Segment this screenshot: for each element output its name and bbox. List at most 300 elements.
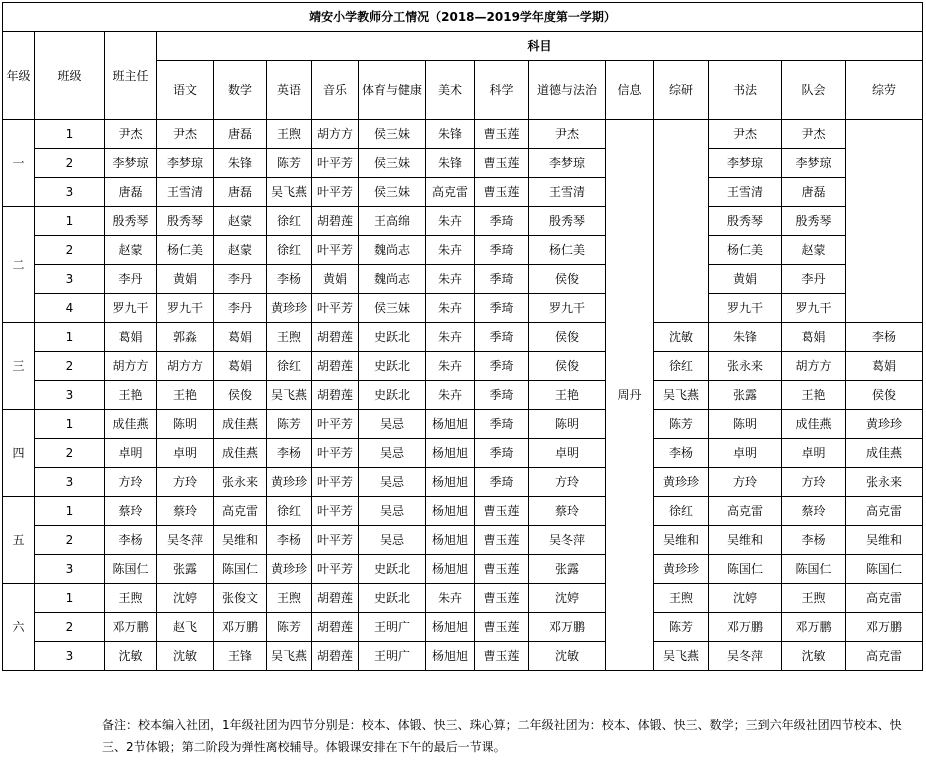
cell-eng: 王煦 xyxy=(267,323,312,352)
cell-moral: 杨仁美 xyxy=(529,236,606,265)
cell-head: 李杨 xyxy=(105,526,157,555)
cell-cn: 沈婷 xyxy=(157,584,214,613)
cell-pe: 吴忌 xyxy=(359,410,426,439)
cell-math: 吴维和 xyxy=(214,526,267,555)
header-subject: 语文 xyxy=(157,61,214,120)
table-row xyxy=(3,584,923,613)
cell-sci: 季琦 xyxy=(475,265,529,294)
cell-music: 叶平芳 xyxy=(312,497,359,526)
cell-head: 葛娟 xyxy=(105,323,157,352)
header-subjects: 科目 xyxy=(157,32,923,61)
cell-music: 叶平芳 xyxy=(312,236,359,265)
cell-dh: 胡方方 xyxy=(782,352,846,381)
cell-sf: 张露 xyxy=(709,381,782,410)
cell-zl: 高克雷 xyxy=(846,497,923,526)
class-number: 3 xyxy=(35,178,105,207)
cell-sci: 曹玉莲 xyxy=(475,120,529,149)
cell-cn: 赵飞 xyxy=(157,613,214,642)
cell-math: 葛娟 xyxy=(214,323,267,352)
header-subject: 美术 xyxy=(426,61,475,120)
class-number: 1 xyxy=(35,323,105,352)
cell-sci: 曹玉莲 xyxy=(475,526,529,555)
cell-math: 赵蒙 xyxy=(214,236,267,265)
cell-pe: 魏尚志 xyxy=(359,236,426,265)
class-number: 1 xyxy=(35,207,105,236)
cell-sf: 陈明 xyxy=(709,410,782,439)
cell-eng: 黄珍珍 xyxy=(267,468,312,497)
header-class: 班级 xyxy=(35,32,105,120)
cell-cn: 吴冬萍 xyxy=(157,526,214,555)
cell-zl: 李杨 xyxy=(846,323,923,352)
cell-eng: 陈芳 xyxy=(267,149,312,178)
cell-dh: 邓万鹏 xyxy=(782,613,846,642)
cell-pe: 吴忌 xyxy=(359,526,426,555)
cell-music: 叶平芳 xyxy=(312,439,359,468)
cell-sci: 曹玉莲 xyxy=(475,642,529,671)
cell-dh: 卓明 xyxy=(782,439,846,468)
footnote: 备注：校本编入社团，1年级社团为四节分别是：校本、体锻、快三、珠心算；二年级社团为：校本、体锻、快三、数学；三到六年级社团四节校本、快三、2节体锻；第二阶段为弹性离校辅导。体锻课安排在下午的最后一节课。 xyxy=(102,718,902,754)
cell-sf: 陈国仁 xyxy=(709,555,782,584)
cell-art: 朱卉 xyxy=(426,207,475,236)
header-subject: 英语 xyxy=(267,61,312,120)
cell-zy: 陈芳 xyxy=(654,410,709,439)
header-subject: 道德与法治 xyxy=(529,61,606,120)
table-row xyxy=(3,120,923,149)
class-number: 1 xyxy=(35,497,105,526)
cell-zl: 张永来 xyxy=(846,468,923,497)
cell-art: 朱卉 xyxy=(426,381,475,410)
cell-sci: 曹玉莲 xyxy=(475,613,529,642)
teacher-assignment-sheet xyxy=(2,2,923,754)
cell-cn: 王艳 xyxy=(157,381,214,410)
cell-moral: 陈明 xyxy=(529,410,606,439)
cell-moral: 吴冬萍 xyxy=(529,526,606,555)
cell-cn: 方玲 xyxy=(157,468,214,497)
header-subject: 体育与健康 xyxy=(359,61,426,120)
cell-moral: 李梦琼 xyxy=(529,149,606,178)
cell-zy: 王煦 xyxy=(654,584,709,613)
cell-math: 成佳燕 xyxy=(214,410,267,439)
cell-math: 朱锋 xyxy=(214,149,267,178)
cell-music: 胡碧莲 xyxy=(312,642,359,671)
cell-art: 朱锋 xyxy=(426,120,475,149)
cell-sci: 曹玉莲 xyxy=(475,497,529,526)
class-number: 3 xyxy=(35,642,105,671)
cell-pe: 吴忌 xyxy=(359,497,426,526)
table-title: 靖安小学教师分工情况（2018—2019学年度第一学期） xyxy=(3,3,923,32)
cell-art: 杨旭旭 xyxy=(426,497,475,526)
cell-zy-empty xyxy=(654,120,709,323)
cell-eng: 陈芳 xyxy=(267,613,312,642)
header-subject: 科学 xyxy=(475,61,529,120)
cell-music: 胡碧莲 xyxy=(312,613,359,642)
table-row xyxy=(3,294,923,323)
class-number: 1 xyxy=(35,120,105,149)
cell-zl-empty xyxy=(846,120,923,323)
cell-moral: 尹杰 xyxy=(529,120,606,149)
cell-math: 侯俊 xyxy=(214,381,267,410)
table-row xyxy=(3,439,923,468)
table-row xyxy=(3,526,923,555)
cell-eng: 李杨 xyxy=(267,265,312,294)
cell-dh: 殷秀琴 xyxy=(782,207,846,236)
cell-eng: 徐红 xyxy=(267,207,312,236)
cell-eng: 徐红 xyxy=(267,497,312,526)
cell-cn: 殷秀琴 xyxy=(157,207,214,236)
cell-zl: 高克雷 xyxy=(846,642,923,671)
cell-head: 邓万鹏 xyxy=(105,613,157,642)
table-row xyxy=(3,468,923,497)
cell-zy: 黄珍珍 xyxy=(654,555,709,584)
cell-sf: 卓明 xyxy=(709,439,782,468)
cell-head: 李丹 xyxy=(105,265,157,294)
cell-cn: 王雪清 xyxy=(157,178,214,207)
class-number: 4 xyxy=(35,294,105,323)
cell-sf: 吴冬萍 xyxy=(709,642,782,671)
cell-moral: 殷秀琴 xyxy=(529,207,606,236)
cell-eng: 王煦 xyxy=(267,584,312,613)
cell-dh: 沈敏 xyxy=(782,642,846,671)
cell-sf: 罗九干 xyxy=(709,294,782,323)
cell-moral: 王艳 xyxy=(529,381,606,410)
cell-math: 唐磊 xyxy=(214,120,267,149)
cell-sf: 张永来 xyxy=(709,352,782,381)
cell-math: 邓万鹏 xyxy=(214,613,267,642)
cell-sci: 曹玉莲 xyxy=(475,555,529,584)
table-row xyxy=(3,642,923,671)
header-subject: 音乐 xyxy=(312,61,359,120)
table-row xyxy=(3,555,923,584)
cell-head: 王艳 xyxy=(105,381,157,410)
cell-sci: 曹玉莲 xyxy=(475,584,529,613)
cell-moral: 沈婷 xyxy=(529,584,606,613)
header-subject: 书法 xyxy=(709,61,782,120)
cell-zl: 黄珍珍 xyxy=(846,410,923,439)
cell-math: 赵蒙 xyxy=(214,207,267,236)
cell-art: 杨旭旭 xyxy=(426,613,475,642)
cell-head: 赵蒙 xyxy=(105,236,157,265)
cell-dh: 罗九干 xyxy=(782,294,846,323)
table-row xyxy=(3,352,923,381)
cell-art: 高克雷 xyxy=(426,178,475,207)
cell-music: 胡方方 xyxy=(312,120,359,149)
cell-math: 高克雷 xyxy=(214,497,267,526)
cell-zl: 高克雷 xyxy=(846,584,923,613)
grade-label: 六 xyxy=(3,584,35,671)
cell-eng: 吴飞燕 xyxy=(267,642,312,671)
cell-cn: 卓明 xyxy=(157,439,214,468)
cell-math: 陈国仁 xyxy=(214,555,267,584)
cell-music: 胡碧莲 xyxy=(312,207,359,236)
cell-head: 蔡玲 xyxy=(105,497,157,526)
cell-art: 杨旭旭 xyxy=(426,526,475,555)
cell-dh: 陈国仁 xyxy=(782,555,846,584)
cell-dh: 李杨 xyxy=(782,526,846,555)
cell-pe: 史跃北 xyxy=(359,352,426,381)
header-subject: 信息 xyxy=(606,61,654,120)
cell-math: 李丹 xyxy=(214,294,267,323)
cell-sf: 方玲 xyxy=(709,468,782,497)
cell-math: 王锋 xyxy=(214,642,267,671)
cell-dh: 葛娟 xyxy=(782,323,846,352)
table-row xyxy=(3,323,923,352)
cell-music: 叶平芳 xyxy=(312,555,359,584)
cell-art: 朱卉 xyxy=(426,323,475,352)
grade-label: 三 xyxy=(3,323,35,410)
cell-sf: 朱锋 xyxy=(709,323,782,352)
cell-sf: 殷秀琴 xyxy=(709,207,782,236)
cell-dh: 王艳 xyxy=(782,381,846,410)
grade-label: 五 xyxy=(3,497,35,584)
class-number: 1 xyxy=(35,410,105,439)
class-number: 3 xyxy=(35,468,105,497)
cell-cn: 沈敏 xyxy=(157,642,214,671)
cell-eng: 李杨 xyxy=(267,439,312,468)
cell-cn: 黄娟 xyxy=(157,265,214,294)
cell-pe: 王明广 xyxy=(359,642,426,671)
cell-pe: 王高绵 xyxy=(359,207,426,236)
cell-pe: 王明广 xyxy=(359,613,426,642)
cell-eng: 李杨 xyxy=(267,526,312,555)
header-subject: 综研 xyxy=(654,61,709,120)
cell-music: 胡碧莲 xyxy=(312,323,359,352)
cell-pe: 吴忌 xyxy=(359,468,426,497)
cell-art: 杨旭旭 xyxy=(426,410,475,439)
class-number: 3 xyxy=(35,555,105,584)
cell-cn: 罗九干 xyxy=(157,294,214,323)
cell-pe: 史跃北 xyxy=(359,555,426,584)
cell-dh: 赵蒙 xyxy=(782,236,846,265)
cell-eng: 王煦 xyxy=(267,120,312,149)
cell-pe: 侯三妹 xyxy=(359,120,426,149)
cell-sci: 季琦 xyxy=(475,439,529,468)
cell-sf: 李梦琼 xyxy=(709,149,782,178)
class-number: 3 xyxy=(35,265,105,294)
cell-music: 叶平芳 xyxy=(312,178,359,207)
cell-zl: 侯俊 xyxy=(846,381,923,410)
cell-moral: 罗九干 xyxy=(529,294,606,323)
class-number: 2 xyxy=(35,439,105,468)
cell-art: 朱锋 xyxy=(426,149,475,178)
cell-art: 朱卉 xyxy=(426,584,475,613)
cell-art: 朱卉 xyxy=(426,236,475,265)
grade-label: 四 xyxy=(3,410,35,497)
cell-sf: 吴维和 xyxy=(709,526,782,555)
cell-zy: 徐红 xyxy=(654,497,709,526)
cell-eng: 徐红 xyxy=(267,236,312,265)
cell-art: 杨旭旭 xyxy=(426,468,475,497)
cell-pe: 魏尚志 xyxy=(359,265,426,294)
table-row xyxy=(3,178,923,207)
cell-dh: 唐磊 xyxy=(782,178,846,207)
cell-sf: 邓万鹏 xyxy=(709,613,782,642)
cell-art: 杨旭旭 xyxy=(426,439,475,468)
cell-eng: 黄珍珍 xyxy=(267,555,312,584)
cell-zy: 吴飞燕 xyxy=(654,381,709,410)
cell-sf: 尹杰 xyxy=(709,120,782,149)
cell-cn: 陈明 xyxy=(157,410,214,439)
cell-pe: 史跃北 xyxy=(359,323,426,352)
cell-music: 黄娟 xyxy=(312,265,359,294)
cell-cn: 杨仁美 xyxy=(157,236,214,265)
cell-head: 唐磊 xyxy=(105,178,157,207)
cell-sci: 季琦 xyxy=(475,381,529,410)
header-subject: 综劳 xyxy=(846,61,923,120)
cell-moral: 方玲 xyxy=(529,468,606,497)
cell-moral: 侯俊 xyxy=(529,265,606,294)
cell-pe: 史跃北 xyxy=(359,381,426,410)
cell-head: 殷秀琴 xyxy=(105,207,157,236)
cell-head: 罗九干 xyxy=(105,294,157,323)
cell-sf: 王雪清 xyxy=(709,178,782,207)
grade-label: 一 xyxy=(3,120,35,207)
cell-art: 杨旭旭 xyxy=(426,642,475,671)
cell-dh: 李丹 xyxy=(782,265,846,294)
cell-cn: 胡方方 xyxy=(157,352,214,381)
cell-sci: 季琦 xyxy=(475,236,529,265)
cell-music: 胡碧莲 xyxy=(312,584,359,613)
cell-math: 唐磊 xyxy=(214,178,267,207)
cell-dh: 李梦琼 xyxy=(782,149,846,178)
cell-math: 李丹 xyxy=(214,265,267,294)
cell-sf: 高克雷 xyxy=(709,497,782,526)
cell-zy: 沈敏 xyxy=(654,323,709,352)
cell-head: 卓明 xyxy=(105,439,157,468)
class-number: 2 xyxy=(35,613,105,642)
cell-head: 陈国仁 xyxy=(105,555,157,584)
header-subject: 队会 xyxy=(782,61,846,120)
header-teacher: 班主任 xyxy=(105,32,157,120)
cell-dh: 尹杰 xyxy=(782,120,846,149)
cell-moral: 王雪清 xyxy=(529,178,606,207)
table-row xyxy=(3,613,923,642)
cell-zl: 陈国仁 xyxy=(846,555,923,584)
cell-art: 朱卉 xyxy=(426,352,475,381)
cell-zy: 陈芳 xyxy=(654,613,709,642)
grade-label: 二 xyxy=(3,207,35,323)
cell-zl: 邓万鹏 xyxy=(846,613,923,642)
header-grade: 年级 xyxy=(3,32,35,120)
header-subject: 数学 xyxy=(214,61,267,120)
cell-art: 杨旭旭 xyxy=(426,555,475,584)
cell-pe: 侯三妹 xyxy=(359,178,426,207)
cell-dh: 成佳燕 xyxy=(782,410,846,439)
cell-sci: 季琦 xyxy=(475,352,529,381)
table-row xyxy=(3,149,923,178)
cell-sci: 季琦 xyxy=(475,323,529,352)
cell-moral: 张露 xyxy=(529,555,606,584)
cell-zy: 吴飞燕 xyxy=(654,642,709,671)
table-row xyxy=(3,410,923,439)
cell-pe: 史跃北 xyxy=(359,584,426,613)
cell-head: 尹杰 xyxy=(105,120,157,149)
class-number: 2 xyxy=(35,236,105,265)
cell-zy: 黄珍珍 xyxy=(654,468,709,497)
cell-moral: 蔡玲 xyxy=(529,497,606,526)
cell-moral: 卓明 xyxy=(529,439,606,468)
class-number: 1 xyxy=(35,584,105,613)
cell-eng: 吴飞燕 xyxy=(267,178,312,207)
title-row xyxy=(3,3,923,32)
table-row xyxy=(3,497,923,526)
cell-cn: 张露 xyxy=(157,555,214,584)
cell-math: 成佳燕 xyxy=(214,439,267,468)
cell-art: 朱卉 xyxy=(426,265,475,294)
cell-head: 成佳燕 xyxy=(105,410,157,439)
cell-moral: 侯俊 xyxy=(529,352,606,381)
cell-head: 方玲 xyxy=(105,468,157,497)
cell-sf: 沈婷 xyxy=(709,584,782,613)
class-number: 2 xyxy=(35,352,105,381)
cell-sci: 季琦 xyxy=(475,410,529,439)
cell-dh: 王煦 xyxy=(782,584,846,613)
cell-pe: 侯三妹 xyxy=(359,294,426,323)
cell-pe: 侯三妹 xyxy=(359,149,426,178)
table-row xyxy=(3,236,923,265)
table-row xyxy=(3,207,923,236)
cell-cn: 尹杰 xyxy=(157,120,214,149)
cell-moral: 侯俊 xyxy=(529,323,606,352)
cell-sf: 黄娟 xyxy=(709,265,782,294)
cell-zl: 吴维和 xyxy=(846,526,923,555)
cell-cn: 李梦琼 xyxy=(157,149,214,178)
assignment-table xyxy=(2,2,923,671)
cell-head: 沈敏 xyxy=(105,642,157,671)
cell-zl: 葛娟 xyxy=(846,352,923,381)
cell-sf: 杨仁美 xyxy=(709,236,782,265)
cell-math: 张永来 xyxy=(214,468,267,497)
cell-cn: 蔡玲 xyxy=(157,497,214,526)
info-teacher: 周丹 xyxy=(606,120,654,671)
cell-cn: 郭淼 xyxy=(157,323,214,352)
cell-music: 胡碧莲 xyxy=(312,352,359,381)
cell-zl: 成佳燕 xyxy=(846,439,923,468)
cell-sci: 季琦 xyxy=(475,294,529,323)
cell-music: 叶平芳 xyxy=(312,410,359,439)
class-number: 3 xyxy=(35,381,105,410)
cell-music: 叶平芳 xyxy=(312,294,359,323)
class-number: 2 xyxy=(35,149,105,178)
cell-eng: 吴飞燕 xyxy=(267,381,312,410)
cell-zy: 徐红 xyxy=(654,352,709,381)
cell-head: 胡方方 xyxy=(105,352,157,381)
cell-math: 葛娟 xyxy=(214,352,267,381)
cell-art: 朱卉 xyxy=(426,294,475,323)
table-row xyxy=(3,381,923,410)
header-row-1 xyxy=(3,32,923,61)
cell-eng: 黄珍珍 xyxy=(267,294,312,323)
cell-head: 李梦琼 xyxy=(105,149,157,178)
cell-sci: 季琦 xyxy=(475,207,529,236)
cell-pe: 吴忌 xyxy=(359,439,426,468)
cell-eng: 徐红 xyxy=(267,352,312,381)
cell-dh: 方玲 xyxy=(782,468,846,497)
class-number: 2 xyxy=(35,526,105,555)
cell-eng: 陈芳 xyxy=(267,410,312,439)
cell-moral: 邓万鹏 xyxy=(529,613,606,642)
cell-sci: 季琦 xyxy=(475,468,529,497)
cell-head: 王煦 xyxy=(105,584,157,613)
cell-zy: 吴维和 xyxy=(654,526,709,555)
cell-music: 叶平芳 xyxy=(312,526,359,555)
cell-sci: 曹玉莲 xyxy=(475,178,529,207)
cell-dh: 蔡玲 xyxy=(782,497,846,526)
cell-music: 叶平芳 xyxy=(312,468,359,497)
cell-math: 张俊文 xyxy=(214,584,267,613)
cell-zy: 李杨 xyxy=(654,439,709,468)
cell-music: 叶平芳 xyxy=(312,149,359,178)
cell-sci: 曹玉莲 xyxy=(475,149,529,178)
